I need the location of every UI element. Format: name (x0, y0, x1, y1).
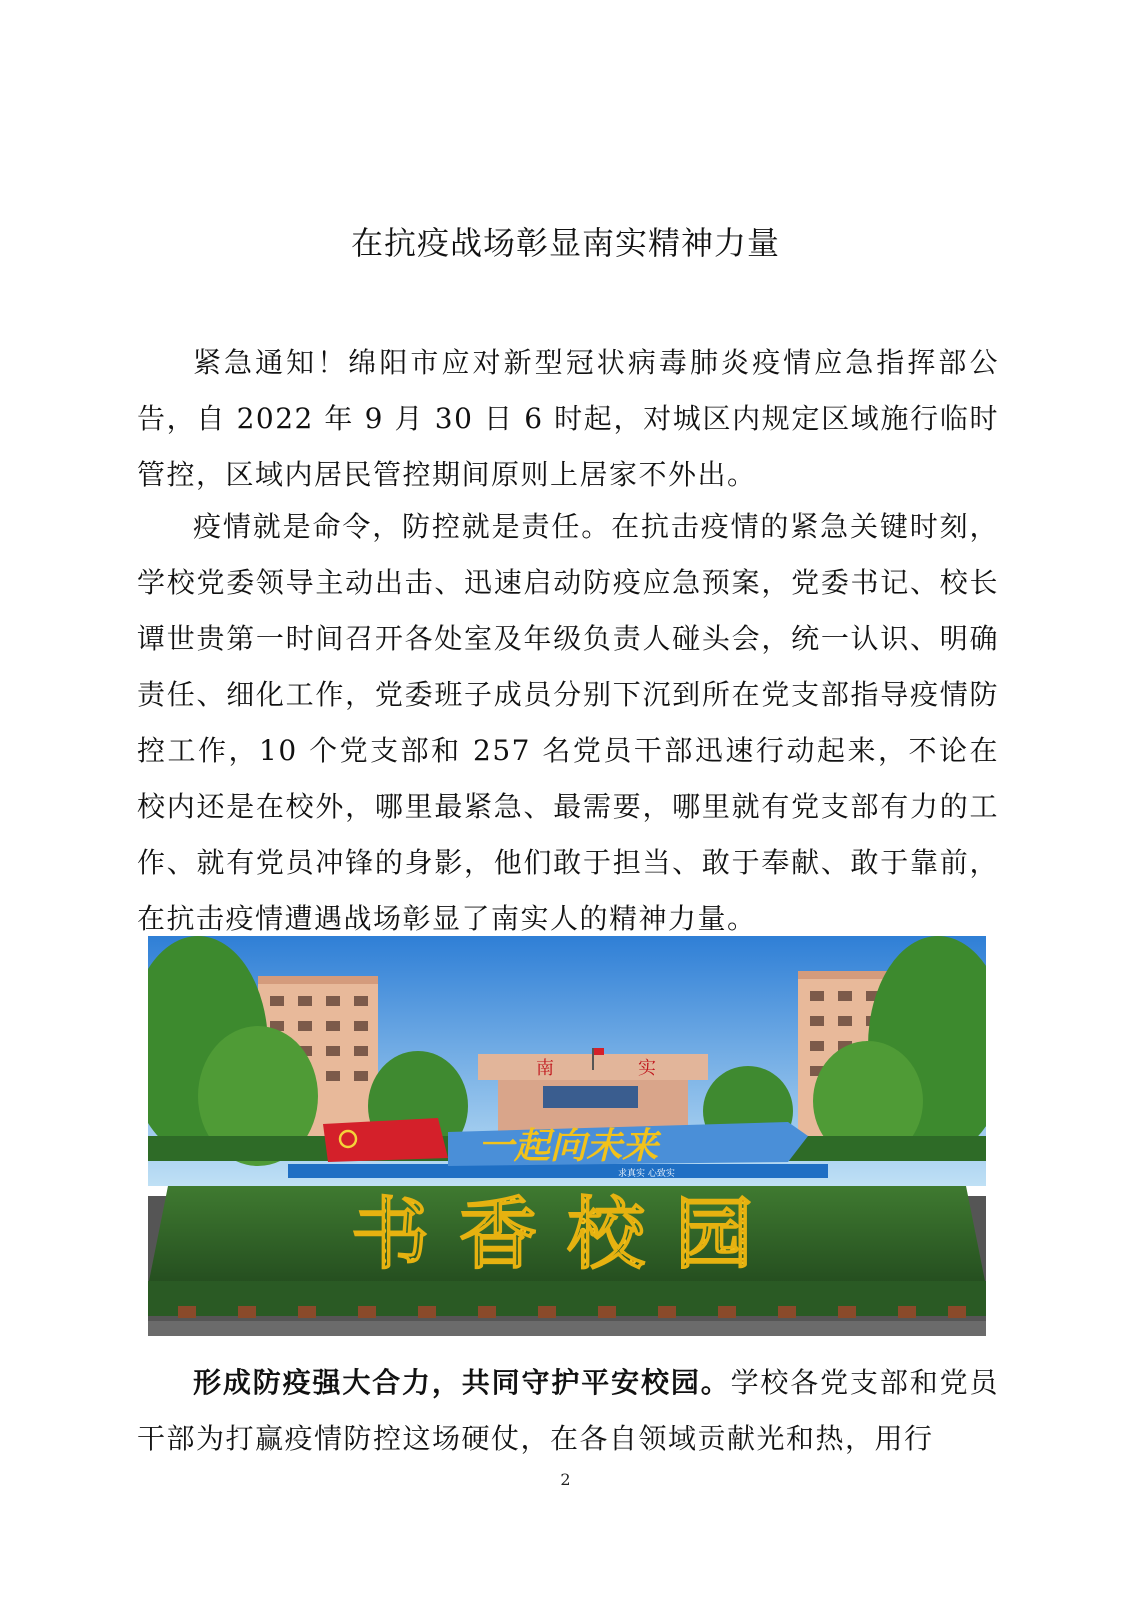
banner (288, 1118, 828, 1179)
flowerbed (148, 1186, 986, 1336)
gate-sign-left: 南 (536, 1058, 554, 1079)
campus-photo-illustration (148, 936, 986, 1336)
banner-subtext: 求真实 心致实 (618, 1169, 675, 1179)
article-title: 在抗疫战场彰显南实精神力量 (350, 224, 780, 262)
paragraph-3-body: 学校各党支部和党员干部为打赢疫情防控这场硬仗，在各自领域贡献光和热，用行 (137, 1366, 999, 1455)
paragraph-3-lead: 形成防疫强大合力，共同守护平安校园。 (193, 1366, 731, 1399)
paragraph-3 (137, 1355, 999, 1467)
paragraph-2: 疫情就是命令，防控就是责任。在抗击疫情的紧急关键时刻，学校党委领导主动出击、迅速启动防疫应急预案，党委书记、校长谭世贵第一时间召开各处室及年级负责人碰头会，统一认识、明确责任、细化工作，党委班子成员分别下沉到所在党支部指导疫情防控工作，10 个党支部和 257 名党员干部迅速行动起来，不论在校内还是在校外，哪里最紧急、最需要，哪里就有党支部有力的工作、就有党员冲锋的身影，他们敢于担当、敢于奉献、敢于靠前，在抗击疫情遭遇战场彰显了南实人的精神力量。 (137, 510, 999, 935)
gate-sign-right: 实 (638, 1058, 656, 1079)
campus-photo (148, 936, 986, 1336)
banner-text: 一起向未来 (478, 1126, 659, 1167)
paragraph-1: 紧急通知！绵阳市应对新型冠状病毒肺炎疫情应急指挥部公告，自 2022 年 9 月 30 日 6 时起，对城区内规定区域施行临时管控，区域内居民管控期间原则上居家不外出。 (137, 346, 999, 491)
flowerbed-text: 书香校园 (350, 1190, 784, 1280)
page-number: 2 (560, 1470, 571, 1489)
